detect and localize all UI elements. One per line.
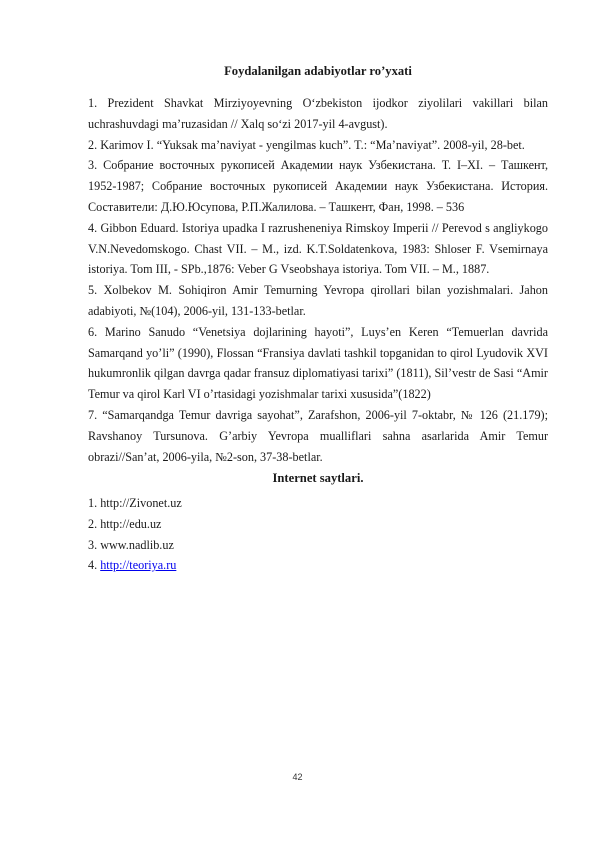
references-list [88, 93, 548, 467]
site-item [88, 493, 548, 514]
site-item [88, 555, 548, 576]
reference-item: 2. Karimov I. “Yuksak ma’naviyat - yengilmas kuch”. T.: “Ma’naviyat”. 2008-yil, 28-bet. [88, 137, 525, 152]
site-address: http://edu.uz [100, 516, 162, 531]
references-heading: Foydalanilgan adabiyotlar ro’yxati [224, 64, 412, 78]
document-page [88, 62, 548, 576]
reference-item: 1. Prezident Shavkat Mirziyoyevning O‘zbekiston ijodkor ziyolilari vakillari bilan uchrashuvdagi ma’ruzasidan // Xalq so‘zi 2017-yil 4-avgust). [88, 96, 548, 131]
internet-sites-list [88, 493, 548, 575]
site-link[interactable]: http://teoriya.ru [100, 558, 177, 573]
site-number: 2. [88, 516, 101, 531]
site-address: http://Zivonet.uz [100, 496, 182, 511]
reference-item: 3. Собрание восточных рукописей Академии наук Узбекистана. Т. I–XI. – Ташкент, 1952-1987; Собрание восточных рукописей Академии наук Узбекистана. История. Составители: Д.Ю.Юсупова, Р.П.Жалилова. – Ташкент, Фан, 1998. – 536 [88, 158, 548, 214]
site-address: www.nadlib.uz [100, 537, 174, 552]
site-item [88, 535, 548, 556]
site-number: 4. [88, 558, 101, 573]
site-item [88, 514, 548, 535]
reference-item: 4. Gibbon Eduard. Istoriya upadka I razrusheneniya Rimskoy Imperii // Perevod s angliykogo V.N.Nevedomskogo. Chast VII. – M., izd. K.T.Soldatenkova, 1983: Shloser F. Vsemirnaya istoriya. Tom III, - SPb.,1876: Veber G Vseobshaya istoriya. Tom VII. – M., 1887. [88, 220, 548, 277]
site-number: 1. [88, 496, 101, 511]
site-number: 3. [88, 537, 101, 552]
reference-item: 5. Xolbekov M. Sohiqiron Amir Temurning Yevropa qirollari bilan yozishmalari. Jahon adabiyoti, №(104), 2006-yil, 131-133-betlar. [88, 283, 548, 318]
internet-sites-heading: Internet saytlari. [272, 471, 364, 486]
reference-item: 6. Marino Sanudo “Venetsiya dojlarining hayoti”, Luys’en Keren “Temuerlan davrida Samarqand yo’li” (1990), Flossan “Fransiya davlati tashkil topganidan to qirol Lyudovik XVI hukumronlik qilgan davrga qadar fransuz diplomatiyasi tarixi” (1811), Sil’vestr de Sasi “Amir Temur va qirol Karl VI o’rtasidagi yozishmalar tarixi xususida”(1822) [88, 324, 548, 402]
page-number: 42 [292, 772, 303, 782]
reference-item: 7. “Samarqandga Temur davriga sayohat”, Zarafshon, 2006-yil 7-oktabr, № 126 (21.179); Ravshanoy Tursunova. G’arbiy Yevropa mualliflari sahna asarlarida Amir Temur obrazi//San’at, 2006-yila, №2-son, 37-38-betlar. [88, 407, 548, 464]
